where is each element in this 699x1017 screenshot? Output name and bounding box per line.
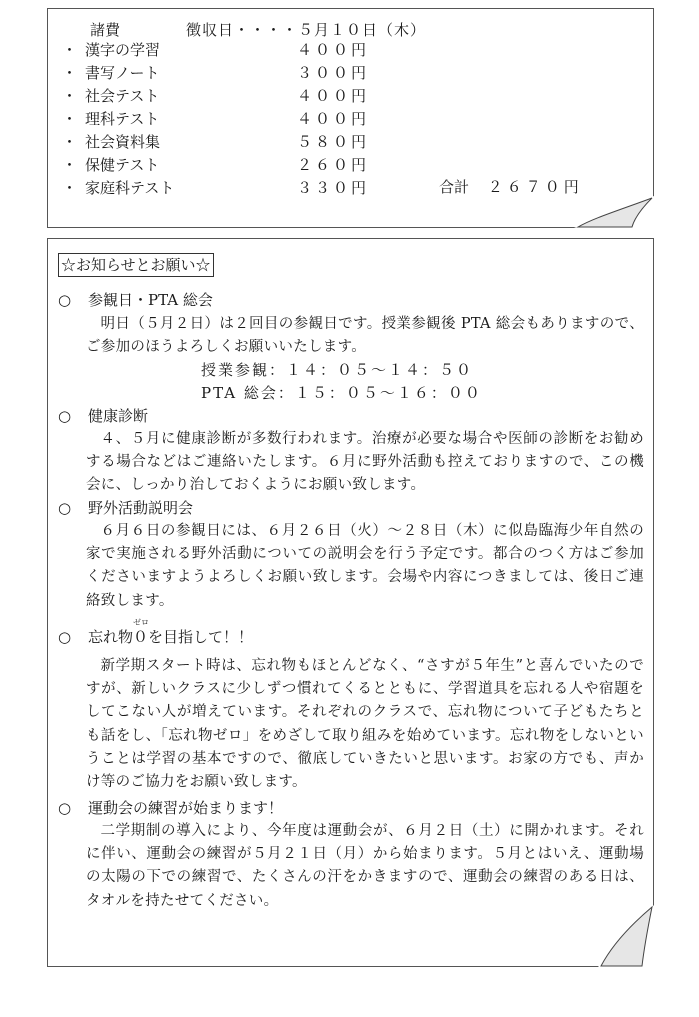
- section-title: 運動会の練習が始まります！: [88, 799, 284, 817]
- page-curl-icon: [598, 905, 654, 967]
- fee-item-price: ４００円: [297, 110, 370, 128]
- section-body: [86, 820, 644, 913]
- fee-item-name: 家庭科テスト: [85, 179, 175, 197]
- section-marker: ○: [58, 499, 72, 517]
- section-paragraph: ４、５月に健康診断が多数行われます。治療が必要な場合や医師の診断をお勧めする場合などはご連絡いたします。６月に野外活動も控えておりますので、この機会に、しっかり治しておくようにお願い致します。: [86, 431, 644, 494]
- fees-panel: [47, 8, 654, 228]
- section-paragraph: 二学期制の導入により、今年度は運動会が、６月２日（土）に開かれます。それに伴い、運動会の練習が５月２１日（月）から始まります。５月とはいえ、運動場の太陽の下での練習で、たくさんの汗をかきますので、運動会の練習のある日は、タオルを持たせてください。: [86, 823, 644, 909]
- section-body: [86, 428, 644, 498]
- schedule-line: PTA 総会：１５：０５～１６：００: [201, 384, 482, 402]
- fee-item-price: ５８０円: [297, 133, 370, 151]
- section-body: [86, 520, 644, 613]
- notice-title: ☆お知らせとお願い☆: [58, 253, 214, 277]
- section-heading: [58, 289, 213, 310]
- fee-bullet: ・: [62, 41, 78, 59]
- schedule-line: 授業参観：１４：０５～１４：５０: [201, 361, 474, 379]
- section-paragraph: 明日（５月２日）は２回目の参観日です。授業参観後 PTA 総会もありますので、ご参加のほうよろしくお願いいたします。: [86, 316, 644, 356]
- section-title-after: を目指して！！: [148, 628, 254, 646]
- fee-item-name: 漢字の学習: [85, 41, 161, 59]
- zero-digit: ０: [133, 628, 149, 646]
- section-heading: [58, 405, 148, 426]
- fee-item-name: 社会資料集: [85, 133, 161, 151]
- section-title-before: 忘れ物: [88, 628, 134, 646]
- fee-item-name: 社会テスト: [85, 87, 160, 105]
- zero-ruby-reading: ゼロ: [133, 618, 150, 627]
- fee-item-price: ３００円: [297, 64, 370, 82]
- fee-total: [439, 176, 583, 197]
- section-title: 参観日・PTA 総会: [88, 291, 213, 309]
- fee-item-name: 保健テスト: [85, 156, 160, 174]
- section-body: [86, 655, 644, 794]
- fee-item-price: ４００円: [297, 41, 370, 59]
- fee-bullet: ・: [62, 87, 78, 105]
- section-marker: ○: [58, 799, 72, 817]
- fee-item-price: ２６０円: [297, 156, 370, 174]
- section-heading: [58, 797, 283, 818]
- fee-bullet: ・: [62, 110, 78, 128]
- fee-total-label: 合計: [439, 178, 470, 196]
- fee-bullet: ・: [62, 64, 78, 82]
- section-paragraph: 新学期スタート時は、忘れ物もほとんどなく、“さすが５年生”と喜んでいたのですが、新しいクラスに少しずつ慣れてくるとともに、学習道具を忘れる人や宿題をしてこない人が増えています。それぞれのクラスで、忘れ物について子どもたちとも話をし、「忘れ物ゼロ」をめざして取り組みを始めています。忘れ物をしないということは学習の基本ですので、徹底していきたいと思います。お家の方でも、声かけ等のご協力をお願い致します。: [86, 658, 644, 791]
- fees-collection-date: 徴収日・・・・５月１０日（木）: [186, 21, 427, 39]
- fee-bullet: ・: [62, 133, 78, 151]
- section-heading: [58, 618, 254, 647]
- section-marker: ○: [58, 407, 72, 425]
- fee-item-name: 書写ノート: [85, 64, 160, 82]
- section-title: 健康診断: [88, 407, 149, 425]
- fee-item-price: ３３０円: [297, 179, 370, 197]
- notice-panel: [47, 238, 654, 967]
- section-body: [86, 313, 644, 359]
- zero-ruby: [133, 618, 150, 647]
- fee-item-name: 理科テスト: [85, 110, 160, 128]
- section-marker: ○: [58, 291, 72, 309]
- fees-title: 諸費: [90, 21, 121, 39]
- fee-bullet: ・: [62, 156, 78, 174]
- section-marker: ○: [58, 628, 72, 646]
- section-paragraph: ６月６日の参観日には、６月２６日（火）～２８日（木）に似島臨海少年自然の家で実施される野外活動についての説明会を行う予定です。都合のつく方はご参加くださいますようよろしくお願い致します。会場や内容につきましては、後日ご連絡致します。: [86, 523, 644, 609]
- fee-total-value: ２６７０円: [487, 178, 583, 196]
- section-title: 野外活動説明会: [88, 499, 194, 517]
- page-curl-icon: [574, 196, 654, 228]
- section-heading: [58, 497, 193, 518]
- fee-item-price: ４００円: [297, 87, 370, 105]
- fee-bullet: ・: [62, 179, 78, 197]
